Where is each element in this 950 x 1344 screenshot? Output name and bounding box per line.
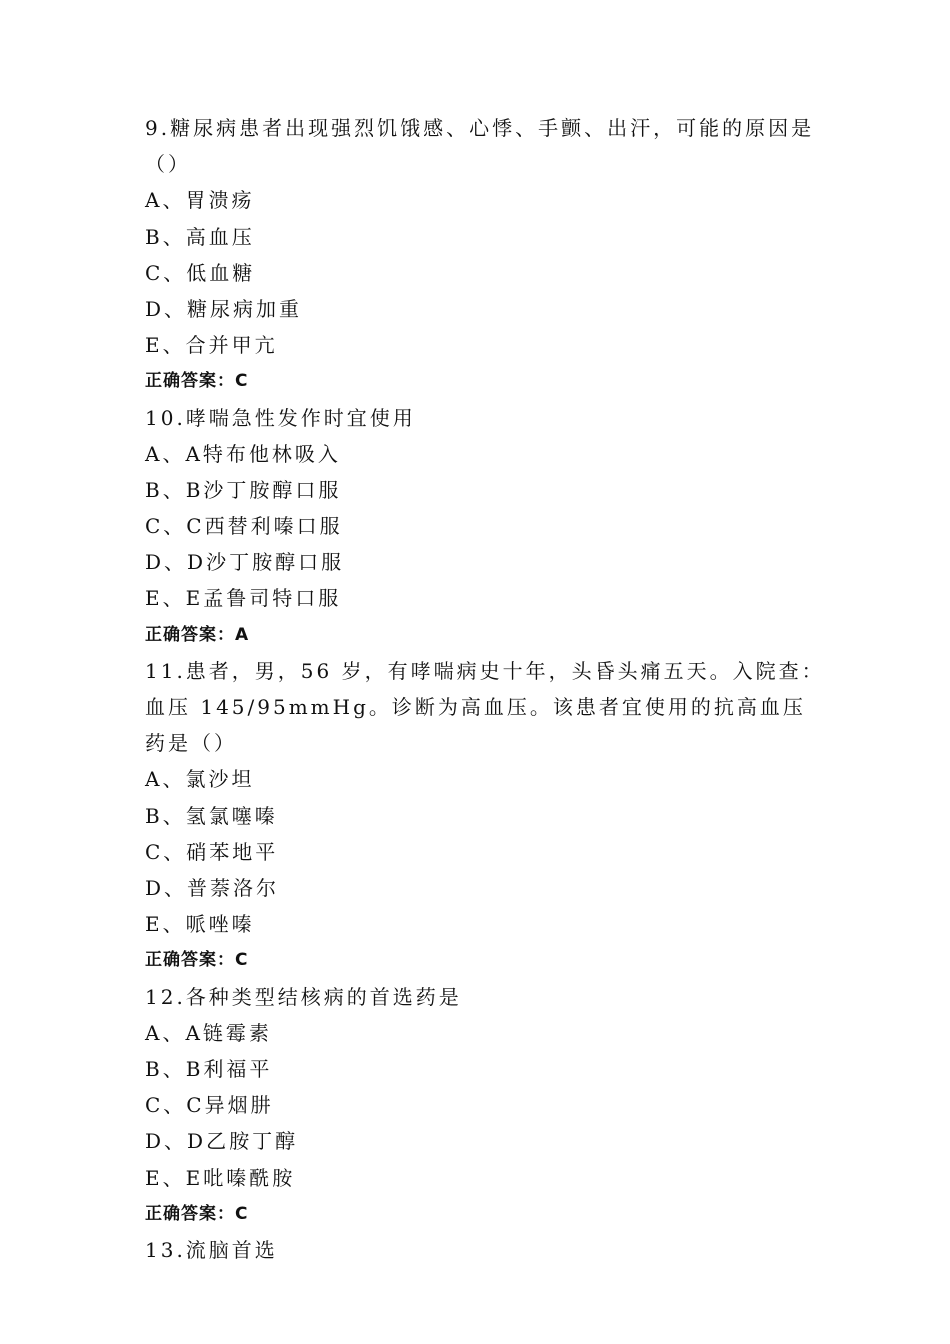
option-c: C、硝苯地平 xyxy=(145,839,279,864)
option-b: B、B利福平 xyxy=(145,1056,273,1081)
option-a: A、氯沙坦 xyxy=(145,767,255,792)
question-9 xyxy=(145,110,825,400)
correct-answer: 正确答案：C xyxy=(145,371,249,392)
question-11 xyxy=(145,653,825,979)
option-e: E、哌唑嗪 xyxy=(145,912,255,937)
question-text: 9.糖尿病患者出现强烈饥饿感、心悸、手颤、出汗，可能的原因是（） xyxy=(145,116,815,177)
option-b: B、高血压 xyxy=(145,224,255,249)
option-e: E、E孟鲁司特口服 xyxy=(145,586,342,611)
question-list xyxy=(145,110,825,1268)
question-12 xyxy=(145,979,825,1232)
question-10 xyxy=(145,400,825,653)
correct-answer: 正确答案：C xyxy=(145,950,249,971)
option-a: A、A链霉素 xyxy=(145,1020,272,1045)
option-b: B、氢氯噻嗪 xyxy=(145,803,278,828)
option-d: D、D沙丁胺醇口服 xyxy=(145,550,345,575)
correct-answer: 正确答案：A xyxy=(145,624,250,645)
option-a: A、胃溃疡 xyxy=(145,188,255,213)
option-d: D、糖尿病加重 xyxy=(145,296,303,321)
question-text: 12.各种类型结核病的首选药是 xyxy=(145,984,462,1009)
option-e: E、E吡嗪酰胺 xyxy=(145,1165,296,1190)
question-text: 10.哮喘急性发作时宜使用 xyxy=(145,405,416,430)
option-e: E、合并甲亢 xyxy=(145,333,278,358)
option-c: C、C西替利嗪口服 xyxy=(145,514,343,539)
question-text: 13.流脑首选 xyxy=(145,1237,278,1262)
option-b: B、B沙丁胺醇口服 xyxy=(145,477,342,502)
option-c: C、C异烟肼 xyxy=(145,1093,274,1118)
question-13 xyxy=(145,1232,825,1268)
option-d: D、普萘洛尔 xyxy=(145,876,280,901)
option-d: D、D乙胺丁醇 xyxy=(145,1129,299,1154)
option-c: C、低血糖 xyxy=(145,260,256,285)
correct-answer: 正确答案：C xyxy=(145,1203,249,1224)
option-a: A、A特布他林吸入 xyxy=(145,441,341,466)
question-text: 11.患者，男，56 岁，有哮喘病史十年，头昏头痛五天。入院查：血压 145/95mmHg。诊断为高血压。该患者宜使用的抗高血压药是（） xyxy=(145,658,825,756)
